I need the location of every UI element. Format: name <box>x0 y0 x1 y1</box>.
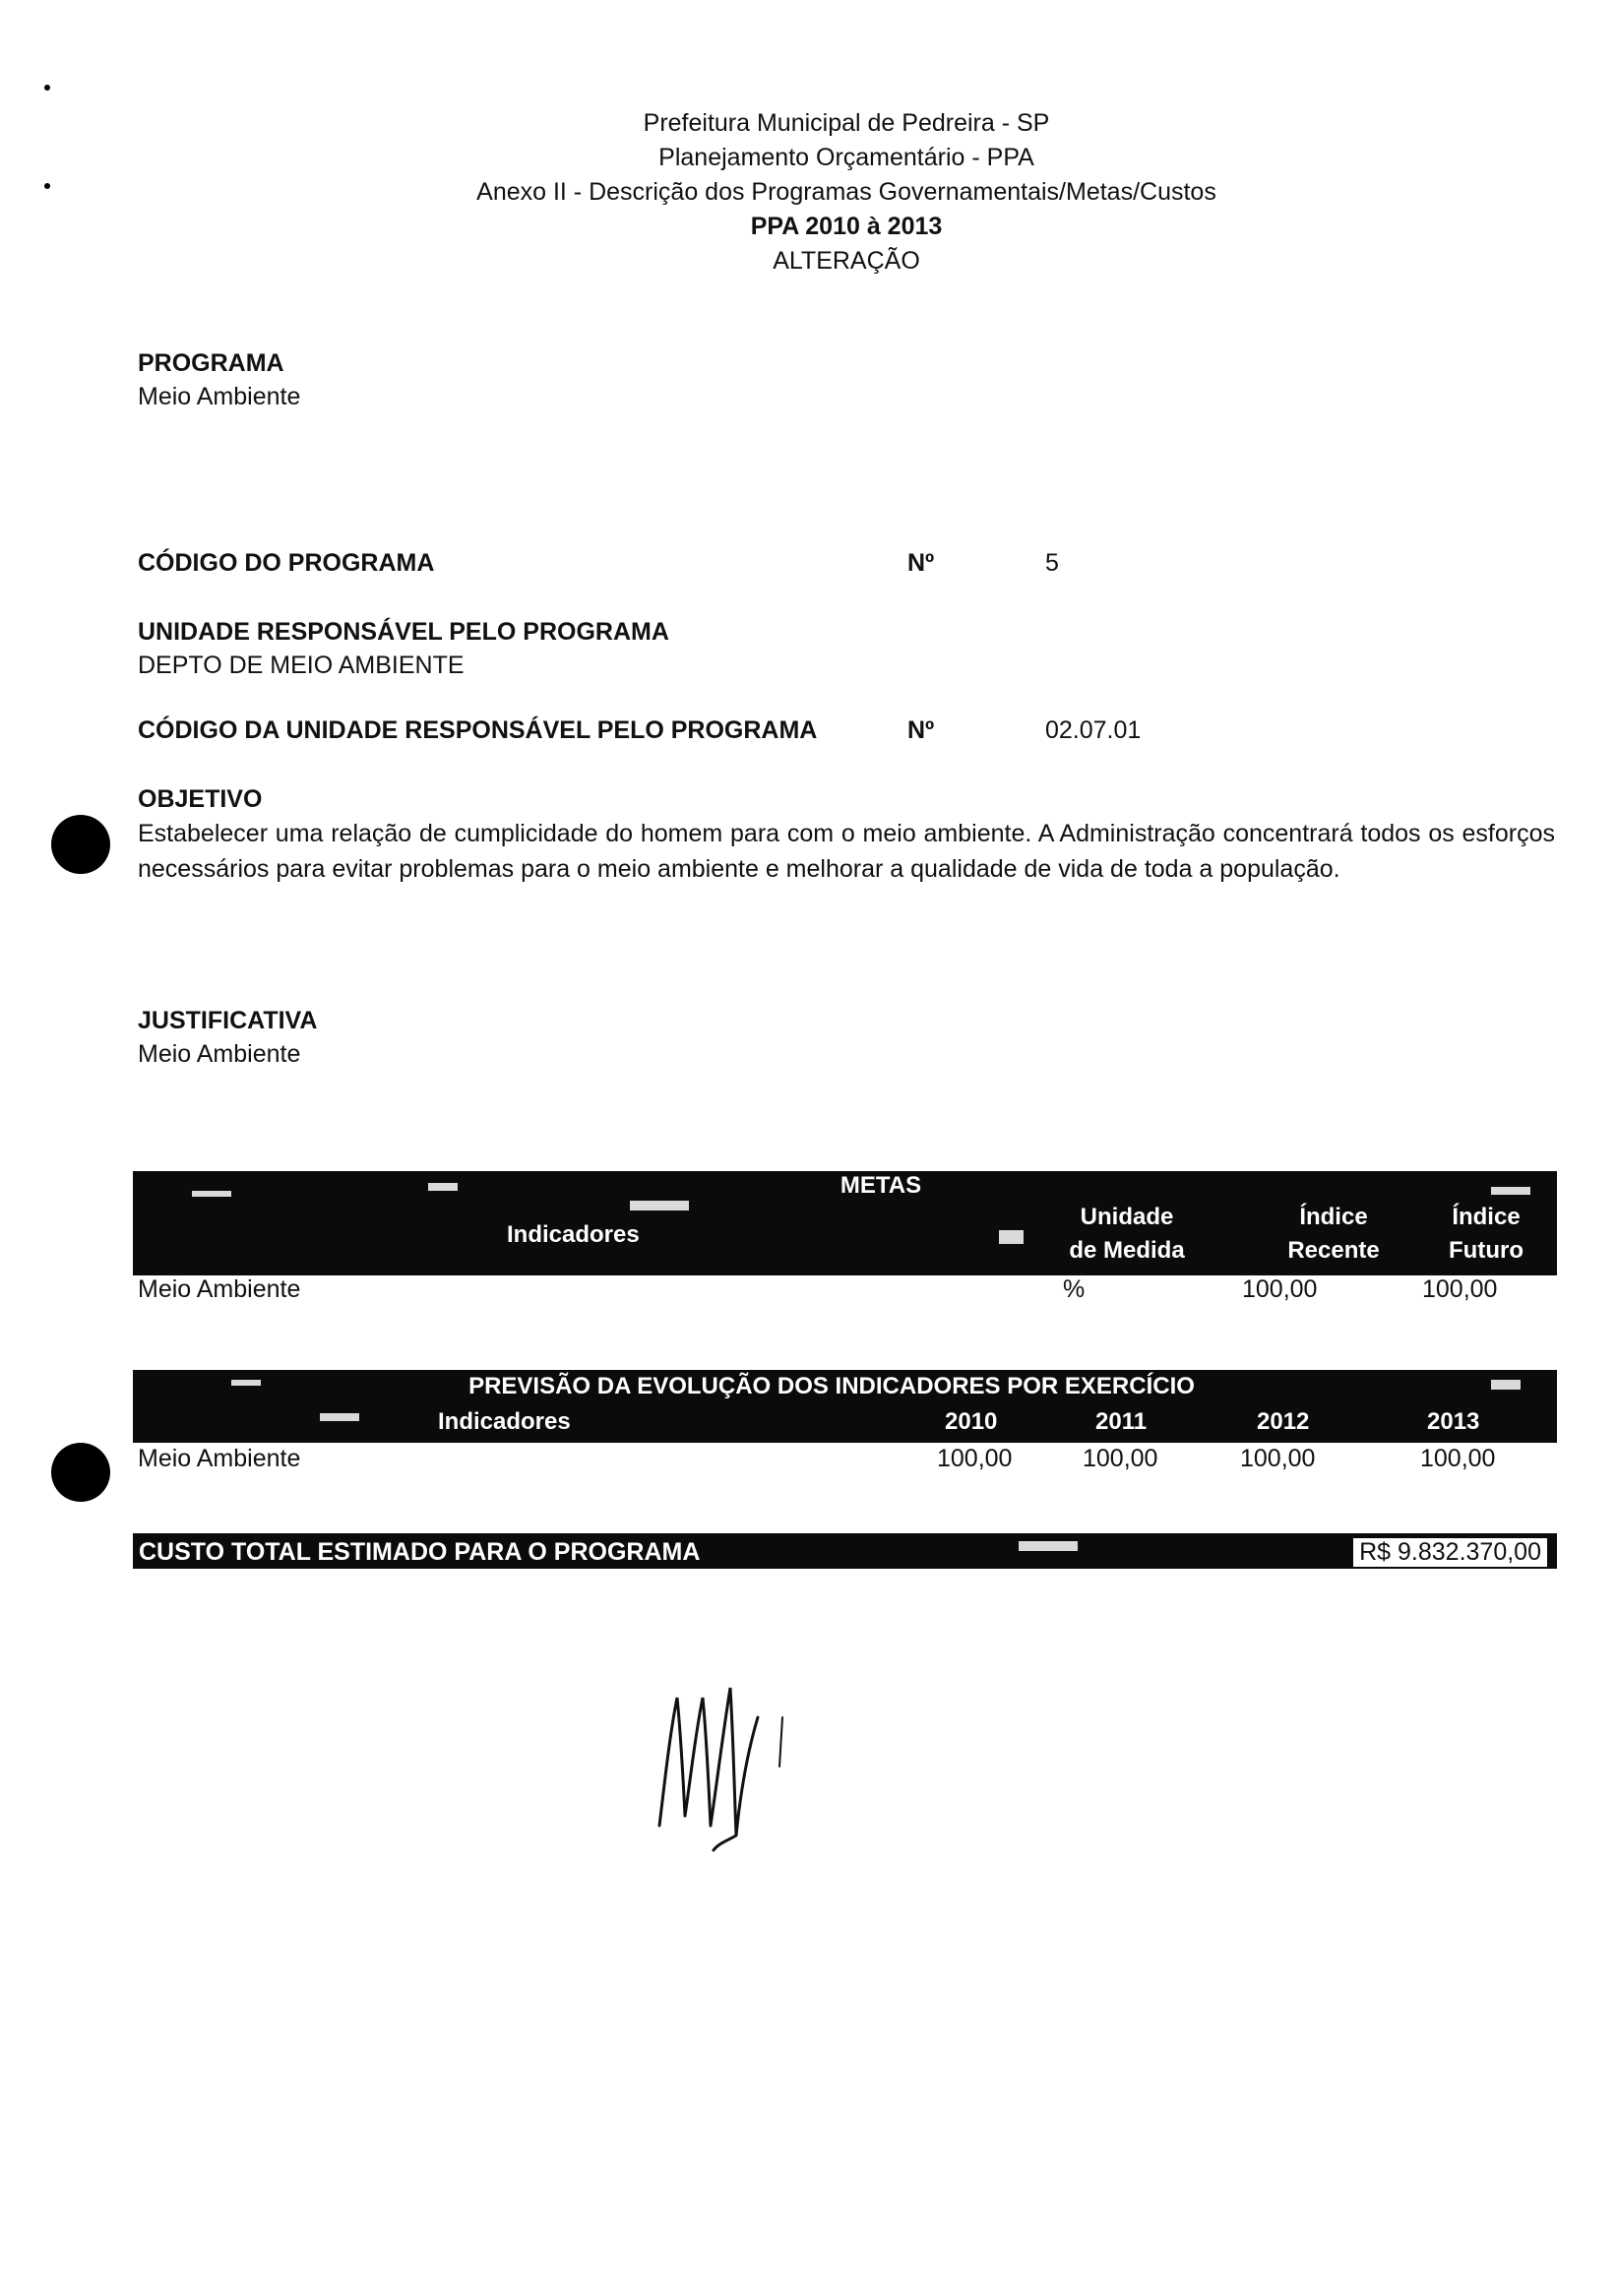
previsao-col-year-2010: 2010 <box>945 1408 998 1435</box>
metas-col-recente-line2: Recente <box>1287 1237 1380 1264</box>
metas-col-unidade-line1: Unidade <box>1080 1204 1174 1230</box>
previsao-title: PREVISÃO DA EVOLUÇÃO DOS INDICADORES POR EXERCÍCIO <box>468 1373 1195 1399</box>
punch-hole <box>51 1443 110 1502</box>
codigo-programa-no: Nº <box>907 549 935 577</box>
objetivo-section <box>138 782 1555 887</box>
programa-value: Meio Ambiente <box>138 383 301 410</box>
previsao-col-year-2013: 2013 <box>1427 1408 1480 1435</box>
unidade-section <box>138 615 669 682</box>
custo-total-bar <box>133 1533 1557 1569</box>
header-line-planning: Planejamento Orçamentário - PPA <box>658 144 1034 171</box>
objetivo-label: OBJETIVO <box>138 785 263 813</box>
unidade-label: UNIDADE RESPONSÁVEL PELO PROGRAMA <box>138 618 669 646</box>
header-line-ppa: PPA 2010 à 2013 <box>750 213 943 240</box>
previsao-row-2013: 100,00 <box>1420 1445 1496 1472</box>
previsao-row-indicador: Meio Ambiente <box>138 1445 301 1472</box>
codigo-unidade-no: Nº <box>907 716 935 744</box>
codigo-unidade-value: 02.07.01 <box>1045 716 1142 744</box>
margin-mark <box>44 85 50 91</box>
metas-title: METAS <box>840 1172 922 1199</box>
custo-total-value: R$ 9.832.370,00 <box>1353 1538 1547 1567</box>
punch-hole <box>51 815 110 874</box>
justificativa-label: JUSTIFICATIVA <box>138 1007 318 1034</box>
unidade-value: DEPTO DE MEIO AMBIENTE <box>138 652 465 679</box>
header-line-municipality: Prefeitura Municipal de Pedreira - SP <box>643 109 1050 137</box>
metas-header-bar <box>133 1171 1557 1275</box>
codigo-programa-label: CÓDIGO DO PROGRAMA <box>138 549 435 577</box>
metas-col-indicadores: Indicadores <box>507 1221 640 1248</box>
previsao-header-bar <box>133 1370 1557 1443</box>
metas-row-recente: 100,00 <box>1242 1275 1318 1303</box>
previsao-row-2012: 100,00 <box>1240 1445 1316 1472</box>
metas-col-recente-line1: Índice <box>1299 1204 1368 1230</box>
codigo-unidade-section <box>138 714 817 747</box>
previsao-col-indicadores: Indicadores <box>438 1408 571 1435</box>
metas-row-unidade: % <box>1063 1275 1086 1303</box>
codigo-programa-section <box>138 546 434 580</box>
previsao-col-year-2011: 2011 <box>1095 1408 1148 1435</box>
codigo-unidade-label: CÓDIGO DA UNIDADE RESPONSÁVEL PELO PROGRAMA <box>138 716 818 744</box>
justificativa-section <box>138 1004 317 1071</box>
metas-row-indicador: Meio Ambiente <box>138 1275 301 1303</box>
metas-col-futuro-line2: Futuro <box>1449 1237 1524 1264</box>
signature <box>620 1678 817 1855</box>
metas-row-futuro: 100,00 <box>1422 1275 1498 1303</box>
previsao-row-2011: 100,00 <box>1083 1445 1158 1472</box>
metas-col-futuro-line1: Índice <box>1452 1204 1521 1230</box>
header-line-annex: Anexo II - Descrição dos Programas Governamentais/Metas/Custos <box>476 178 1216 206</box>
previsao-col-year-2012: 2012 <box>1257 1408 1310 1435</box>
programa-label: PROGRAMA <box>138 349 284 377</box>
header-line-alteracao: ALTERAÇÃO <box>773 247 920 275</box>
document-header <box>0 106 1617 279</box>
justificativa-value: Meio Ambiente <box>138 1040 301 1068</box>
programa-section <box>138 346 300 413</box>
objetivo-text: Estabelecer uma relação de cumplicidade do homem para com o meio ambiente. A Administração concentrará todos os esforços necessários para evitar problemas para o meio ambiente e melhorar a qualidade de vida de toda a população. <box>138 820 1555 883</box>
codigo-programa-value: 5 <box>1045 549 1059 577</box>
metas-col-unidade-line2: de Medida <box>1069 1237 1185 1264</box>
custo-total-label: CUSTO TOTAL ESTIMADO PARA O PROGRAMA <box>139 1538 701 1566</box>
previsao-row-2010: 100,00 <box>937 1445 1013 1472</box>
